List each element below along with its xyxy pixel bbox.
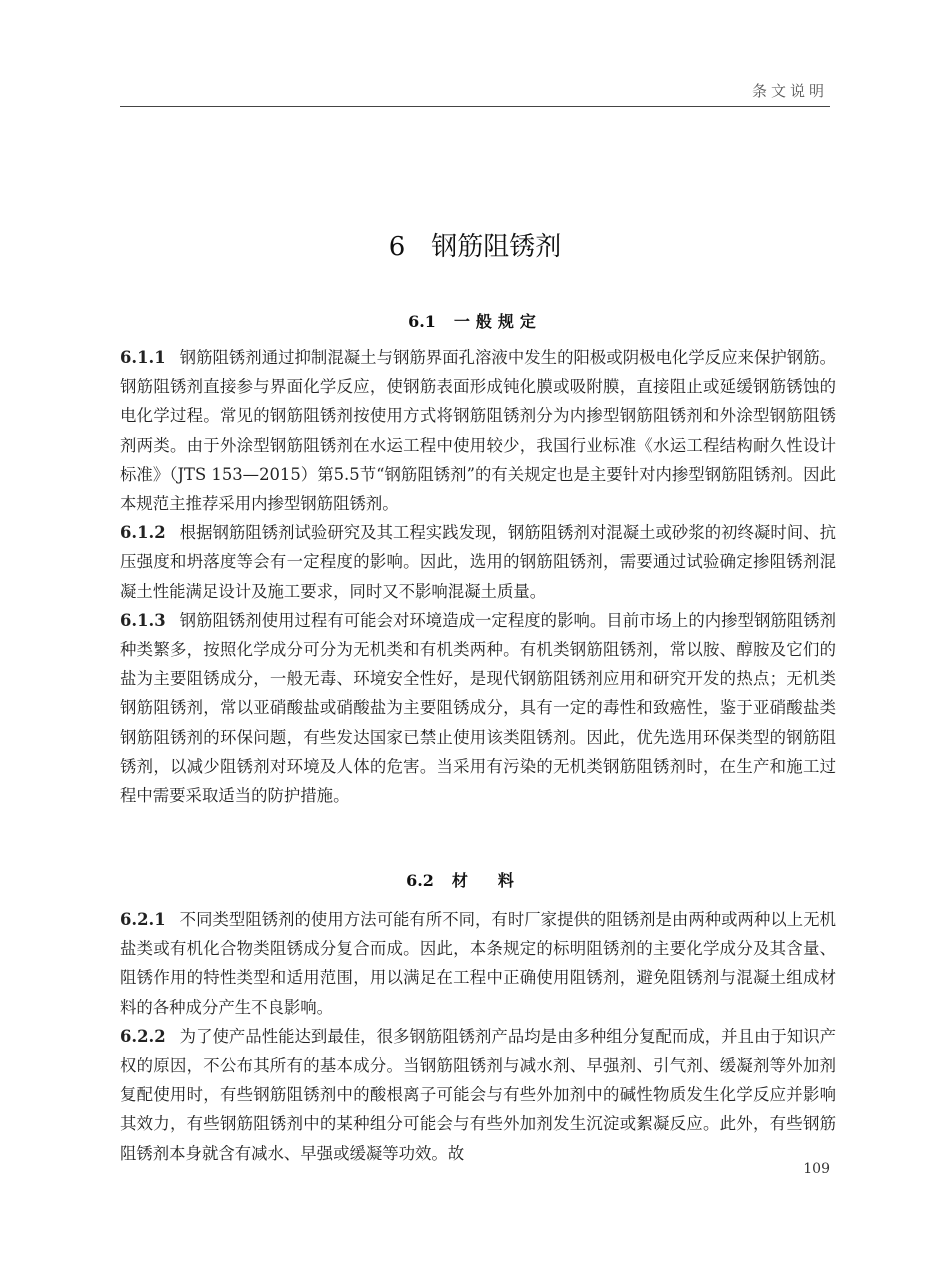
clause-6-1-1 <box>120 343 836 518</box>
clause-number: 6.1.1 <box>120 348 166 367</box>
running-head <box>120 80 830 107</box>
page-number: 109 <box>803 1161 830 1177</box>
section-number: 6.1 <box>408 312 436 331</box>
clause-number: 6.2.1 <box>120 910 166 929</box>
section-number: 6.2 <box>406 871 434 890</box>
clause-6-2-2 <box>120 1022 836 1168</box>
clause-text: 钢筋阻锈剂使用过程有可能会对环境造成一定程度的影响。目前市场上的内掺型钢筋阻锈剂种类繁多，按照化学成分可分为无机类和有机类两种。有机类钢筋阻锈剂，常以胺、醇胺及它们的盐为主要阻锈成分，一般无毒、环境安全性好，是现代钢筋阻锈剂应用和研究开发的热点；无机类钢筋阻锈剂，常以亚硝酸盐或硝酸盐为主要阻锈成分，具有一定的毒性和致癌性，鉴于亚硝酸盐类钢筋阻锈剂的环保问题，有些发达国家已禁止使用该类阻锈剂。因此，优先选用环保类型的钢筋阻锈剂，以减少阻锈剂对环境及人体的危害。当采用有污染的无机类钢筋阻锈剂时，在生产和施工过程中需要采取适当的防护措施。 <box>120 610 836 806</box>
clause-6-1-2 <box>120 518 836 606</box>
running-head-text: 条文说明 <box>751 82 828 100</box>
section-6-2-body <box>120 905 836 1168</box>
clause-number: 6.1.2 <box>120 523 166 543</box>
section-title-6-2 <box>0 868 950 891</box>
section-name: 一般规定 <box>453 312 542 331</box>
chapter-name: 钢筋阻锈剂 <box>431 232 562 262</box>
clause-text: 根据钢筋阻锈剂试验研究及其工程实践发现，钢筋阻锈剂对混凝土或砂浆的初终凝时间、抗压强度和坍落度等会有一定程度的影响。因此，选用的钢筋阻锈剂，需要通过试验确定掺阻锈剂混凝土性能满足设计及施工要求，同时又不影响混凝土质量。 <box>120 523 836 601</box>
clause-text: 不同类型阻锈剂的使用方法可能有所不同，有时厂家提供的阻锈剂是由两种或两种以上无机盐类或有机化合物类阻锈成分复合而成。因此，本条规定的标明阻锈剂的主要化学成分及其含量、阻锈作用的特性类型和适用范围，用以满足在工程中正确使用阻锈剂，避免阻锈剂与混凝土组成材料的各种成分产生不良影响。 <box>120 910 836 1017</box>
clause-text: 为了使产品性能达到最佳，很多钢筋阻锈剂产品均是由多种组分复配而成，并且由于知识产权的原因，不公布其所有的基本成分。当钢筋阻锈剂与减水剂、早强剂、引气剂、缓凝剂等外加剂复配使用时，有些钢筋阻锈剂中的酸根离子可能会与有些外加剂中的碱性物质发生化学反应并影响其效力，有些钢筋阻锈剂中的某种组分可能会与有些外加剂发生沉淀或絮凝反应。此外，有些钢筋阻锈剂本身就含有减水、早强或缓凝等功效。故 <box>120 1026 836 1163</box>
clause-number: 6.2.2 <box>120 1026 166 1046</box>
section-title-6-1 <box>0 309 950 332</box>
clause-6-2-1 <box>120 905 836 1022</box>
chapter-number: 6 <box>388 232 406 262</box>
clause-text: 钢筋阻锈剂通过抑制混凝土与钢筋界面孔溶液中发生的阳极或阴极电化学反应来保护钢筋。钢筋阻锈剂直接参与界面化学反应，使钢筋表面形成钝化膜或吸附膜，直接阻止或延缓钢筋锈蚀的电化学过程。常见的钢筋阻锈剂按使用方式将钢筋阻锈剂分为内掺型钢筋阻锈剂和外涂型钢筋阻锈剂两类。由于外涂型钢筋阻锈剂在水运工程中使用较少，我国行业标准《水运工程结构耐久性设计标准》（JTS 153—2015）第5.5节“钢筋阻锈剂”的有关规定也是主要针对内掺型钢筋阻锈剂。因此本规范主推荐采用内掺型钢筋阻锈剂。 <box>120 348 836 514</box>
clause-6-1-3 <box>120 606 836 810</box>
clause-number: 6.1.3 <box>120 610 166 630</box>
chapter-title <box>0 226 950 263</box>
section-name: 材料 <box>451 871 544 890</box>
section-6-1-body <box>120 343 836 810</box>
